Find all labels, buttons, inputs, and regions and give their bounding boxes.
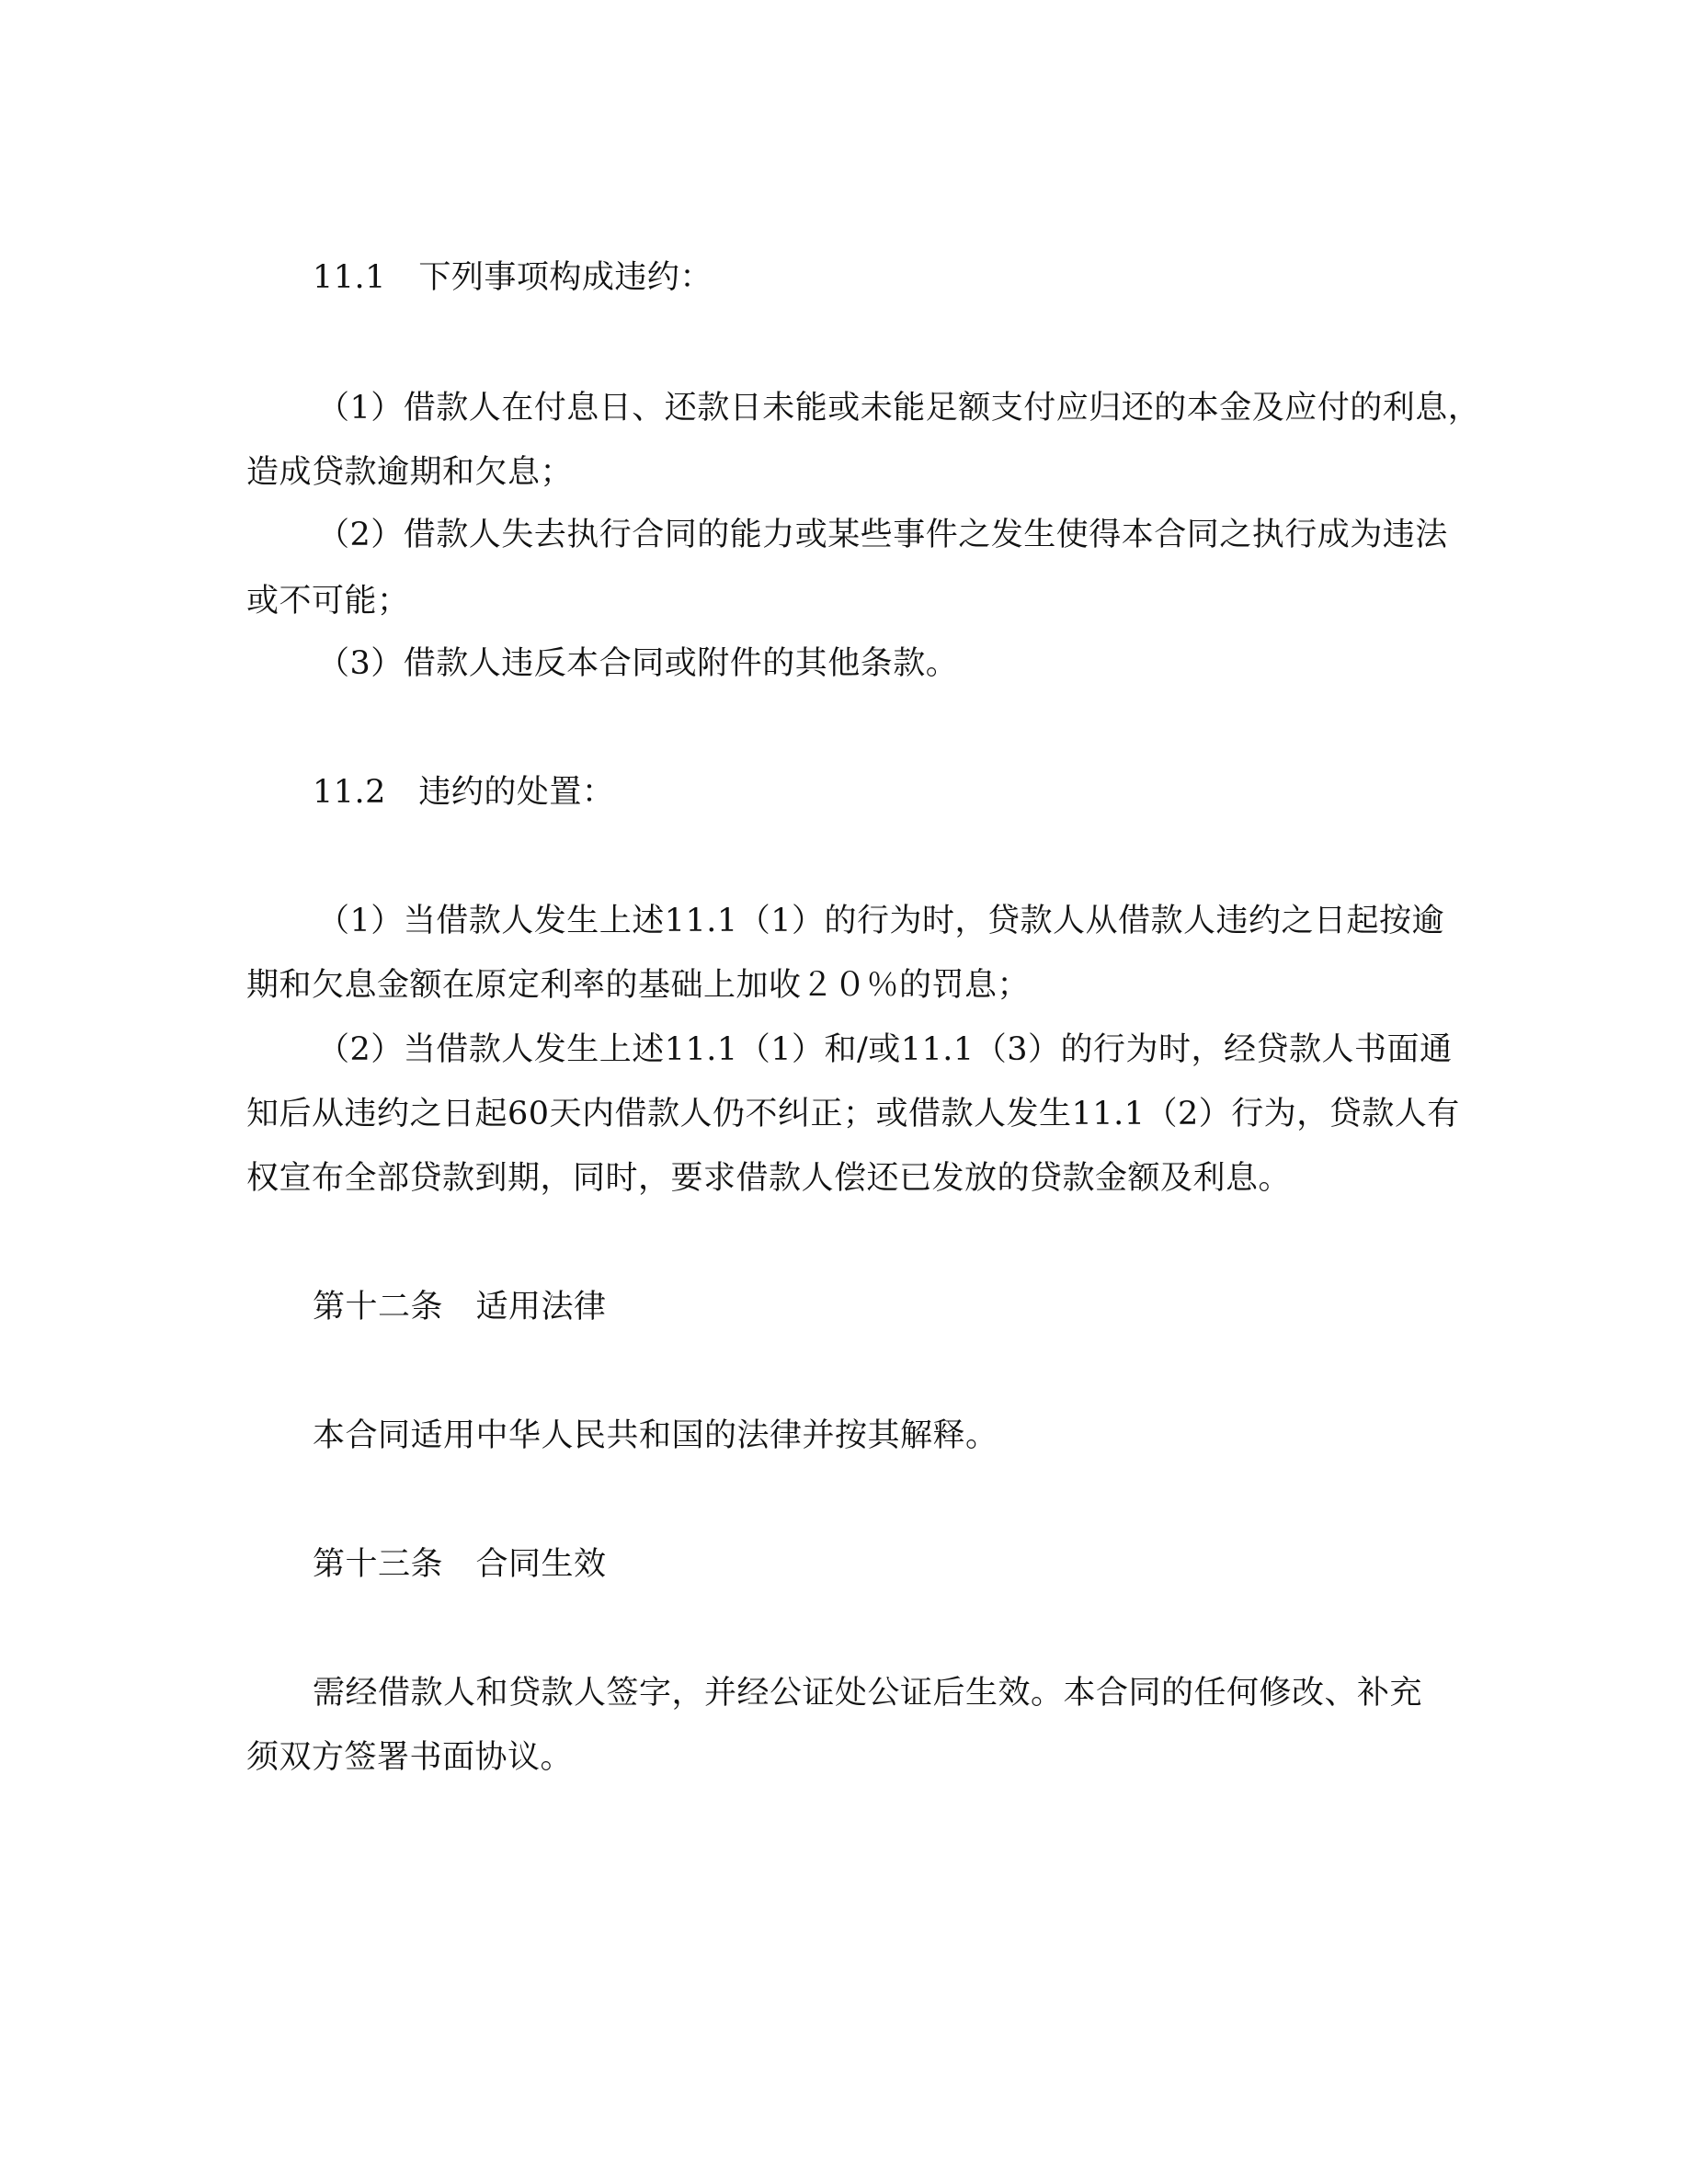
clause-11-2-item-2-line-2: 知后从违约之日起60天内借款人仍不纠正；或借款人发生11.1（2）行为，贷款人有 [246, 1096, 1460, 1132]
clause-11-2-item-2-line-3: 权宣布全部贷款到期，同时，要求借款人偿还已发放的贷款金额及利息。 [246, 1160, 1292, 1197]
clause-11-1-item-1-line-1: （1）借款人在付息日、还款日未能或未能足额支付应归还的本金及应付的利息， [317, 390, 1481, 427]
article-12-heading: 第十二条 适用法律 [313, 1289, 607, 1325]
clause-11-2-item-2-line-1: （2）当借款人发生上述11.1（1）和/或11.1（3）的行为时，经贷款人书面通 [317, 1031, 1453, 1068]
clause-11-2-item-1-line-2: 期和欠息金额在原定利率的基础上加收２０％的罚息； [246, 967, 1031, 1004]
clause-11-2-item-1-line-1: （1）当借款人发生上述11.1（1）的行为时，贷款人从借款人违约之日起按逾 [317, 903, 1444, 939]
article-12-body: 本合同适用中华人民共和国的法律并按其解释。 [313, 1417, 998, 1454]
clause-11-2-heading: 11.2 违约的处置： [313, 774, 615, 811]
clause-11-1-item-1-line-2: 造成贷款逾期和欠息； [246, 454, 574, 491]
clause-11-1-item-2-line-2: 或不可能； [246, 583, 410, 620]
clause-11-1-heading: 11.1 下列事项构成违约： [313, 259, 713, 296]
article-13-body-line-2: 须双方签署书面协议。 [246, 1739, 574, 1776]
clause-11-1-item-2-line-1: （2）借款人失去执行合同的能力或某些事件之发生使得本合同之执行成为违法 [317, 517, 1448, 553]
article-13-heading: 第十三条 合同生效 [313, 1546, 607, 1583]
article-13-body-line-1: 需经借款人和贷款人签字，并经公证处公证后生效。本合同的任何修改、补充 [313, 1675, 1423, 1712]
clause-11-1-item-3-line-1: （3）借款人违反本合同或附件的其他条款。 [317, 645, 959, 682]
